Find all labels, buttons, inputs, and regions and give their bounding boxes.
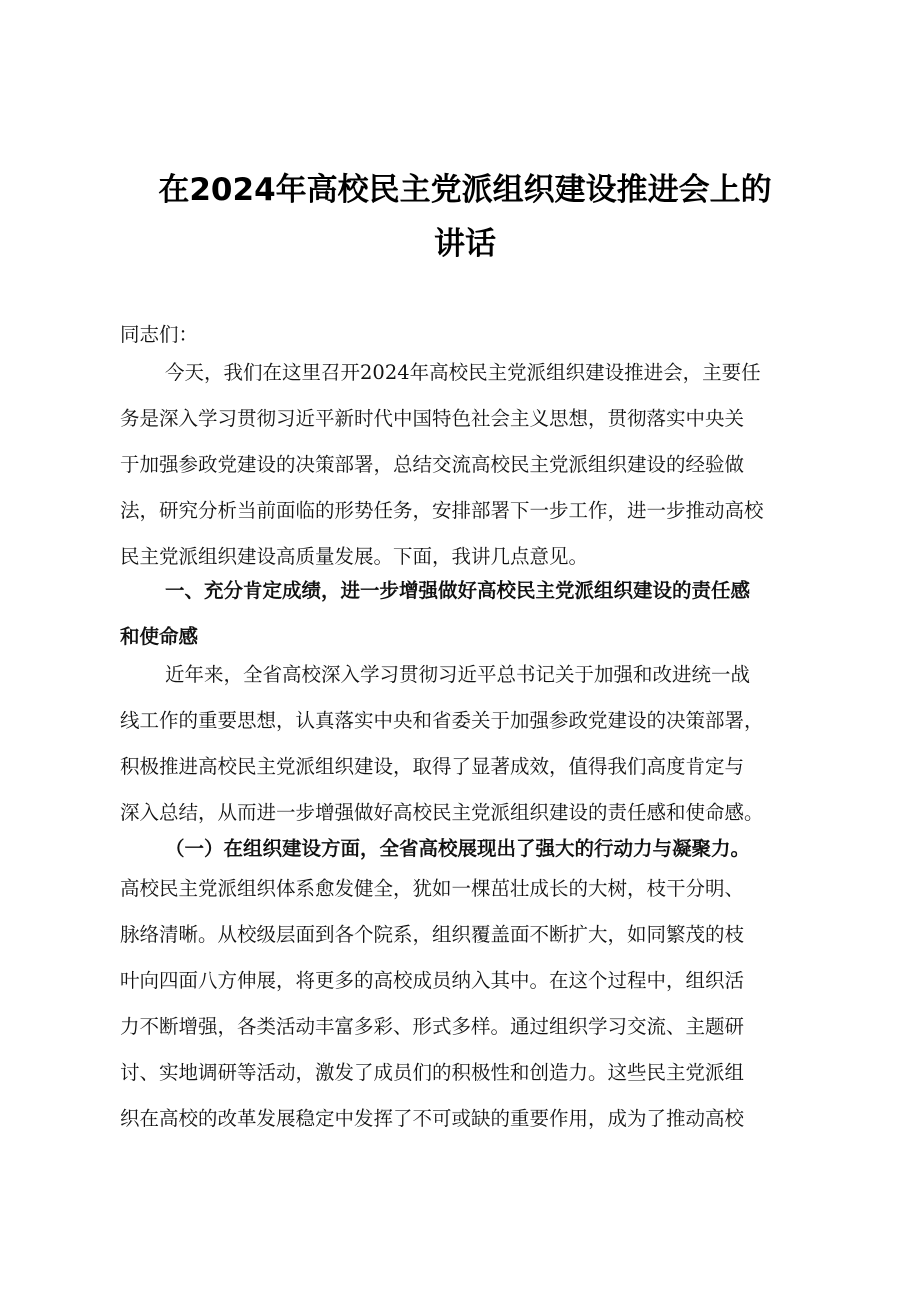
paragraph-line: 近年来，全省高校深入学习贯彻习近平总书记关于加强和改进统一战 [165,663,751,686]
section-heading-1 [120,568,820,660]
paragraph-line: 叶向四面八方伸展，将更多的高校成员纳入其中。在这个过程中，组织活 [120,969,745,992]
paragraph-line: 织在高校的改革发展稳定中发挥了不可或缺的重要作用，成为了推动高校 [120,1107,745,1130]
paragraph-organization [120,866,820,1142]
paragraph-line: 力不断增强，各类活动丰富多彩、形式多样。通过组织学习交流、主题研 [120,1015,745,1038]
heading-line: 和使命感 [120,625,199,648]
paragraph-line: 脉络清晰。从校级层面到各个院系，组织覆盖面不断扩大，如同繁茂的枝 [120,923,745,946]
paragraph-line: 深入总结，从而进一步增强做好高校民主党派组织建设的责任感和使命感。 [120,801,764,824]
document-title-line-2: 讲话 [434,226,496,262]
paragraph-line: 民主党派组织建设高质量发展。下面，我讲几点意见。 [120,545,589,568]
paragraph-line: 线工作的重要思想，认真落实中央和省委关于加强参政党建设的决策部署， [120,709,764,732]
paragraph-achievements [120,652,820,836]
paragraph-line: 务是深入学习贯彻习近平新时代中国特色社会主义思想，贯彻落实中央关 [120,407,745,430]
paragraph-line: 积极推进高校民主党派组织建设，取得了显著成效，值得我们高度肯定与 [120,755,745,778]
subheading-text: （一）在组织建设方面，全省高校展现出了强大的行动力与凝聚力。 [165,837,751,860]
paragraph-line: 于加强参政党建设的决策部署，总结交流高校民主党派组织建设的经验做 [120,453,745,476]
paragraph-line: 高校民主党派组织体系愈发健全，犹如一棵茁壮成长的大树，枝干分明、 [120,877,745,900]
salutation-text: 同志们： [120,323,199,346]
paragraph-opening [120,350,820,580]
paragraph-line: 讨、实地调研等活动，激发了成员们的积极性和创造力。这些民主党派组 [120,1061,745,1084]
document-title-line-1: 在2024年高校民主党派组织建设推进会上的 [158,172,772,208]
paragraph-line: 今天，我们在这里召开2024年高校民主党派组织建设推进会，主要任 [165,361,761,384]
paragraph-line: 法，研究分析当前面临的形势任务，安排部署下一步工作，进一步推动高校 [120,499,764,522]
heading-line: 一、充分肯定成绩，进一步增强做好高校民主党派组织建设的责任感 [165,579,751,602]
